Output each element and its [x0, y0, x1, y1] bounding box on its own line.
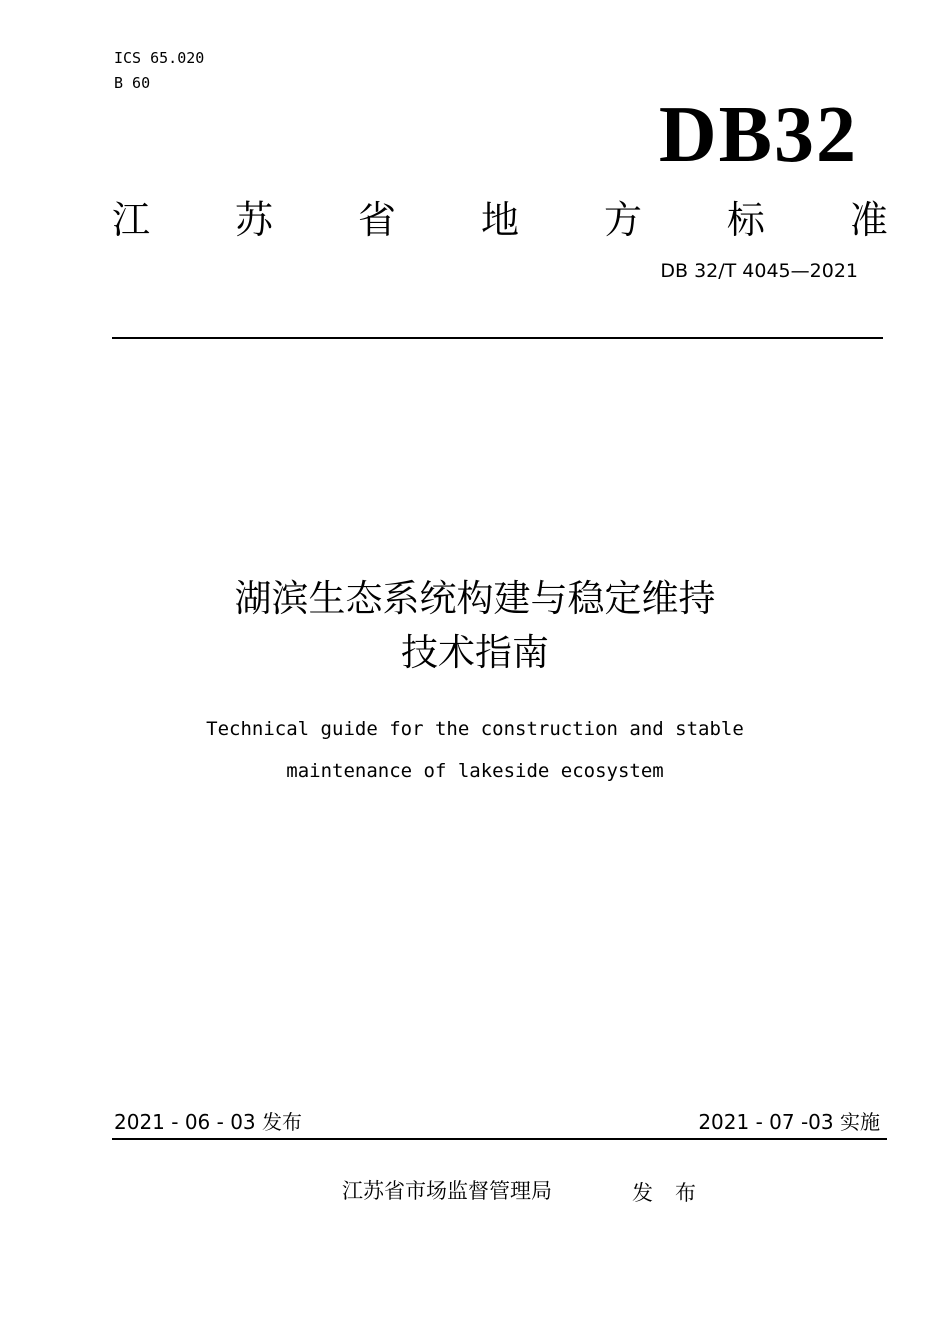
implementation-date: 2021 - 07 -03 实施 — [698, 1110, 880, 1134]
publish-label: 发布 — [632, 1181, 718, 1205]
footer-divider — [112, 1138, 887, 1140]
standard-type-char: 方 — [603, 198, 642, 242]
chinese-title — [0, 572, 950, 680]
standard-type-char: 地 — [480, 198, 519, 242]
chinese-title-line-1: 湖滨生态系统构建与稳定维持 — [234, 577, 716, 620]
ics-code: ICS 65.020 — [114, 49, 205, 67]
issue-date: 2021 - 06 - 03 发布 — [114, 1110, 303, 1134]
standard-type-char: 标 — [726, 198, 765, 242]
standard-type-char: 准 — [849, 198, 888, 242]
standard-type-char: 省 — [357, 198, 396, 242]
english-title-line-1: Technical guide for the construction and stable — [206, 718, 744, 740]
standard-type-title — [112, 196, 888, 244]
standard-number: DB 32/T 4045—2021 — [660, 260, 858, 282]
header-divider — [112, 337, 883, 339]
classification-code: B 60 — [114, 74, 151, 92]
issuing-authority: 江苏省市场监督管理局 — [342, 1179, 552, 1203]
standard-type-char: 苏 — [234, 198, 273, 242]
chinese-title-line-2: 技术指南 — [401, 631, 549, 674]
standard-mark: DB32 — [658, 91, 858, 179]
english-title — [0, 708, 950, 792]
english-title-line-2: maintenance of lakeside ecosystem — [286, 760, 664, 782]
standard-type-char: 江 — [112, 198, 151, 242]
